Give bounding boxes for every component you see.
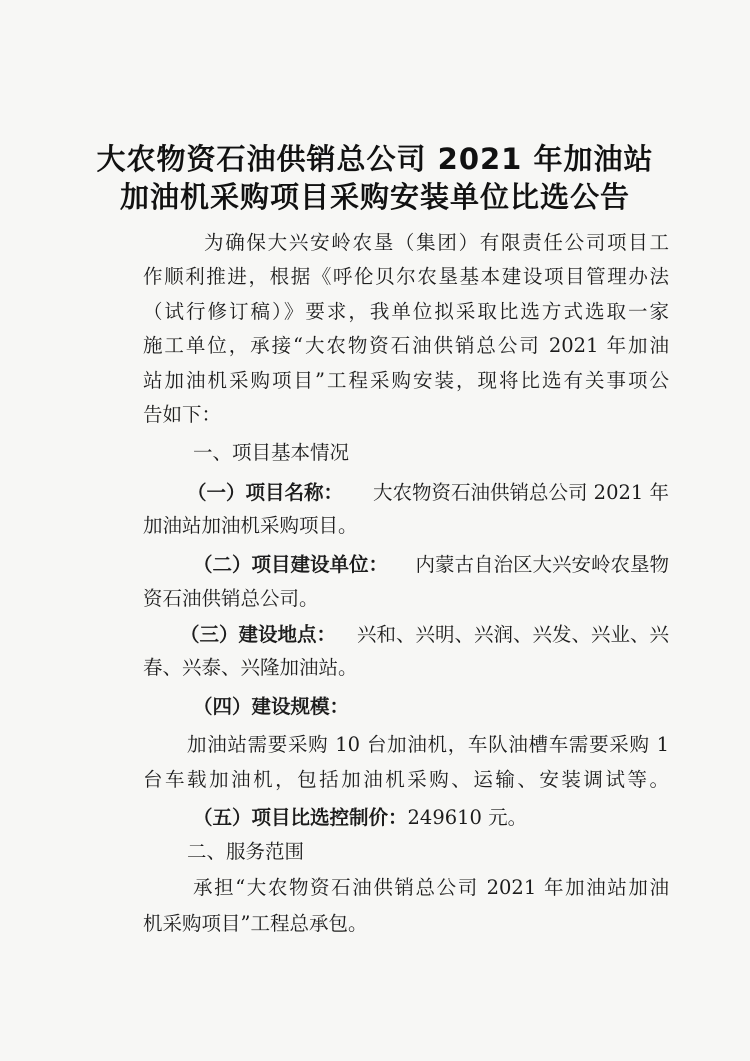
scope-line-1: 承担“大农物资石油供销总公司 2021 年加油站加油 (193, 876, 669, 899)
item-3-text: 兴和、兴明、兴润、兴发、兴业、兴 (356, 623, 669, 646)
item-4-line-1: 加油站需要采购 10 台加油机，车队油槽车需要采购 1 (187, 733, 669, 756)
item-2-continuation: 资石油供销总公司。 (143, 587, 319, 610)
item-2-line (193, 553, 669, 577)
item-1-label: （一）项目名称： (187, 481, 344, 504)
intro-line-5: 站加油机采购项目”工程采购安装，现将比选有关事项公 (143, 369, 669, 392)
item-1-line (187, 481, 669, 505)
scope-line-2: 机采购项目”工程总承包。 (143, 912, 368, 935)
intro-line-6: 告如下： (143, 403, 222, 426)
intro-line-1: 为确保大兴安岭农垦（集团）有限责任公司项目工 (204, 231, 669, 254)
item-5-text: 249610 元。 (407, 806, 528, 829)
item-4-label: （四）建设规模： (193, 695, 350, 718)
document-title-line-1: 大农物资石油供销总公司 2021 年加油站 (96, 142, 654, 176)
item-5-label: （五）项目比选控制价： (193, 806, 408, 829)
intro-line-4: 施工单位，承接“大农物资石油供销总公司 2021 年加油 (143, 334, 669, 357)
item-2-text: 内蒙古自治区大兴安岭农垦物 (415, 553, 669, 576)
intro-line-3: （试行修订稿）》要求，我单位拟采取比选方式选取一家 (143, 300, 669, 323)
intro-line-2: 作顺利推进，根据《呼伦贝尔农垦基本建设项目管理办法 (143, 265, 669, 288)
item-3-label: （三）建设地点： (180, 623, 337, 646)
section-1-heading: 一、项目基本情况 (193, 441, 350, 464)
item-5-line (193, 806, 527, 830)
item-1-continuation: 加油站加油机采购项目。 (143, 514, 358, 537)
item-3-line (180, 623, 669, 647)
section-2-heading: 二、服务范围 (187, 840, 305, 863)
item-1-text: 大农物资石油供销总公司 2021 年 (372, 481, 669, 504)
item-4-line-2: 台车载加油机，包括加油机采购、运输、安装调试等。 (143, 768, 669, 791)
item-2-label: （二）项目建设单位： (193, 553, 389, 576)
document-title-line-2: 加油机采购项目采购安装单位比选公告 (119, 180, 630, 214)
item-3-continuation: 春、兴泰、兴隆加油站。 (143, 656, 358, 679)
